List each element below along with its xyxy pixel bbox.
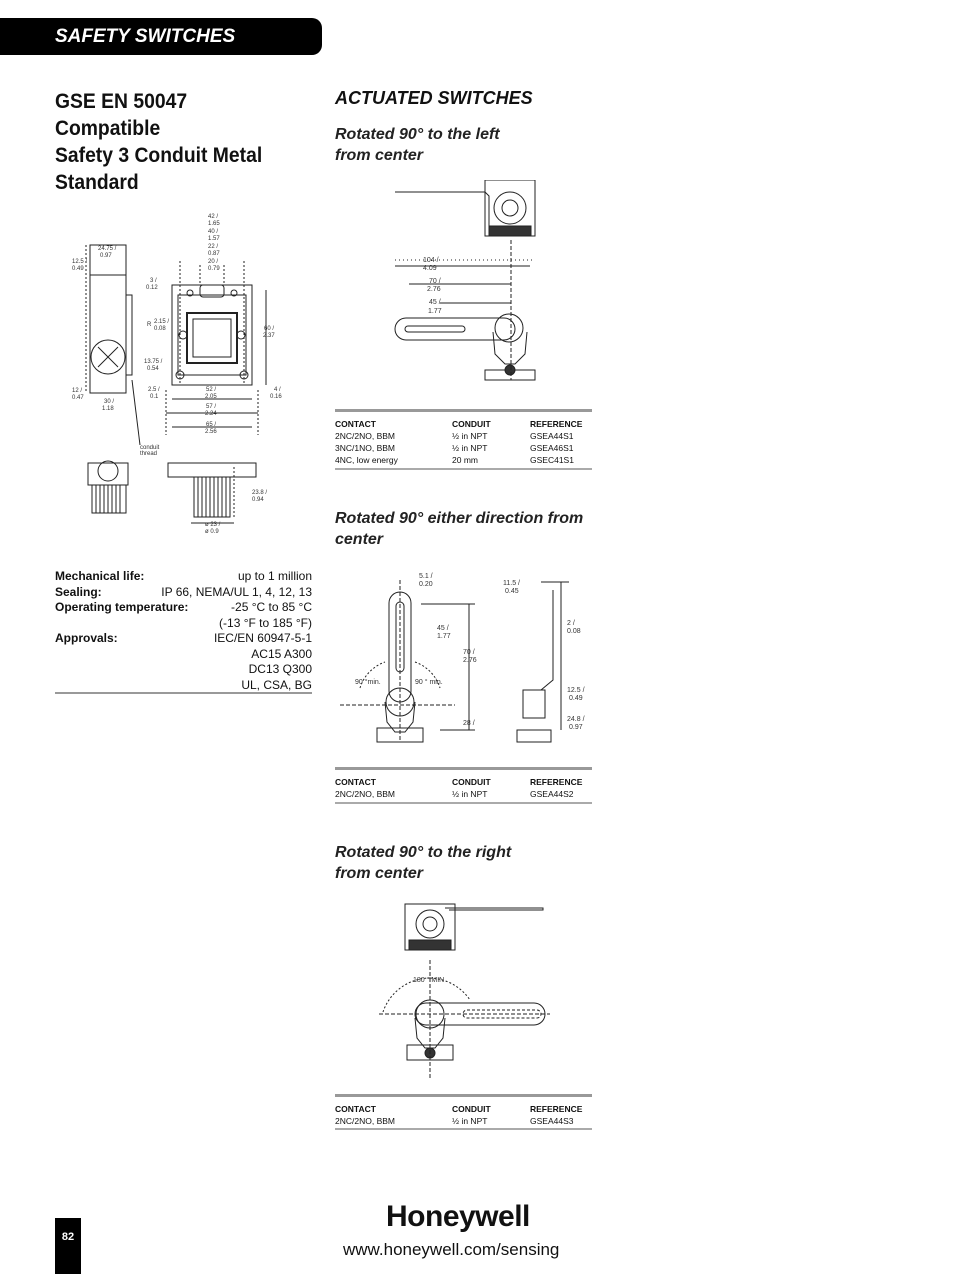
dim-label: 42 / [208, 214, 219, 220]
dim-label: 60 / [264, 326, 275, 332]
table-header: CONTACT [335, 419, 376, 429]
dim-label: 2.37 [263, 333, 275, 339]
divider [55, 692, 312, 694]
table-header: CONDUIT [452, 419, 491, 429]
dim-label: 0.87 [208, 251, 220, 257]
dim-label: 5.1 / [419, 573, 433, 580]
spec-value: up to 1 million [237, 569, 312, 583]
table-rule [335, 767, 592, 770]
rotated-left-title: Rotated 90° to the left from center [335, 126, 500, 164]
dim-label: conduit [140, 445, 160, 451]
dim-label: 0.49 [569, 695, 583, 702]
dim-label: 0.49 [72, 266, 84, 272]
table-header: REFERENCE [530, 777, 583, 787]
table-header-row [335, 418, 592, 430]
dim-label: 70 / [463, 649, 475, 656]
dim-label: 22 / [208, 244, 219, 250]
spec-value: DC13 Q300 [248, 662, 312, 676]
rotated-right-drawing [375, 900, 555, 1090]
dim-label: 12 / [72, 388, 83, 394]
dim-label: 2.76 [463, 657, 477, 664]
dim-label: 1.18 [102, 406, 114, 412]
rotated-left-table [335, 418, 592, 466]
dim-label: 90 ° min. [415, 679, 443, 686]
dim-label: 0.1 [150, 394, 159, 400]
dim-label: 57 / [206, 404, 217, 410]
rotated-right-table [335, 1103, 592, 1127]
dim-label: 45 / [429, 299, 441, 306]
spec-value: (-13 °F to 185 °F) [219, 615, 312, 630]
dim-label: 12.5 / [567, 687, 585, 694]
dim-label: 2.05 [205, 394, 217, 400]
actuated-switches-title: ACTUATED SWITCHES [335, 88, 533, 108]
dim-label: 24.8 / [567, 716, 585, 723]
dim-label: 52 / [206, 387, 217, 393]
rotated-either-title: Rotated 90° either direction from center [335, 510, 584, 548]
page-number: 82 [55, 1218, 81, 1274]
dim-label: R [147, 322, 152, 328]
dim-label: 2.56 [205, 429, 217, 435]
dim-label: 0.54 [147, 366, 159, 372]
spec-label: Operating temperature: [55, 600, 189, 614]
dim-label: 0.47 [72, 395, 84, 401]
page-title: GSE EN 50047 Compatible Safety 3 Conduit Metal Standard [55, 90, 263, 194]
table-cell: ½ in NPT [452, 1116, 488, 1126]
table-rule [335, 409, 592, 412]
dim-label: thread [140, 451, 158, 457]
spec-value: IP 66, NEMA/UL 1, 4, 12, 13 [161, 584, 312, 599]
dim-label: 20 / [208, 259, 219, 265]
dim-label: 0.79 [208, 266, 220, 272]
table-rule [335, 1128, 592, 1130]
dim-label: 70 / [429, 278, 441, 285]
dim-label: 24.75 / [98, 246, 117, 252]
dim-label: 13.75 / [144, 359, 163, 365]
table-cell: ½ in NPT [452, 443, 488, 453]
table-rule [335, 802, 592, 804]
dim-label: 180 ° MIN [413, 977, 445, 984]
table-header-row [335, 1103, 592, 1115]
table-row [335, 1115, 592, 1127]
table-row [335, 430, 592, 442]
dim-label: 104 / [423, 257, 439, 264]
table-row [335, 788, 592, 800]
table-cell: GSEA44S1 [530, 431, 574, 441]
table-cell: GSEC41S1 [530, 455, 574, 465]
website-url[interactable]: www.honeywell.com/sensing [343, 1240, 560, 1259]
dim-label: 11.5 / [503, 580, 520, 587]
table-cell: GSEA46S1 [530, 443, 574, 453]
table-rule [335, 1094, 592, 1097]
dim-label: 45 / [437, 625, 449, 632]
rotated-either-drawing [335, 570, 595, 745]
spec-label: Sealing: [55, 584, 102, 599]
specifications [55, 569, 312, 693]
table-header: CONDUIT [452, 777, 491, 787]
dim-label: 90 °min. [355, 679, 381, 686]
spec-label: Approvals: [55, 631, 118, 645]
dim-label: 1.57 [208, 236, 220, 242]
section-header-bar [0, 18, 322, 55]
dim-label: 4.09 [423, 265, 437, 272]
dim-label: 4 / [274, 387, 281, 393]
dim-label: 28 / [463, 720, 475, 727]
table-cell: ½ in NPT [452, 431, 488, 441]
dim-label: 0.97 [569, 724, 583, 731]
dim-label: 1.65 [208, 221, 220, 227]
table-row [335, 454, 592, 466]
dim-label: 0.08 [154, 326, 166, 332]
dim-label: 0.45 [505, 588, 519, 595]
table-cell: ½ in NPT [452, 789, 488, 799]
table-header: REFERENCE [530, 419, 583, 429]
table-cell: 20 mm [452, 455, 478, 465]
dim-label: ø 23 / [205, 522, 221, 528]
table-header: REFERENCE [530, 1104, 583, 1114]
honeywell-logo: Honeywell [386, 1200, 530, 1233]
table-cell: 2NC/2NO, BBM [335, 789, 395, 799]
table-cell: 2NC/2NO, BBM [335, 1116, 395, 1126]
table-rule [335, 468, 592, 470]
dim-label: 40 / [208, 229, 219, 235]
table-cell: 4NC, low energy [335, 455, 398, 465]
table-header-row [335, 776, 592, 788]
spec-label: Mechanical life: [55, 569, 145, 583]
spec-value: IEC/EN 60947-5-1 [213, 631, 312, 645]
dim-label: 0.16 [270, 394, 282, 400]
table-row [335, 442, 592, 454]
table-cell: GSEA44S2 [530, 789, 574, 799]
dim-label: 2 / [567, 620, 575, 627]
dim-label: 0.12 [146, 285, 158, 291]
dim-label: 30 / [104, 399, 115, 405]
table-header: CONTACT [335, 777, 376, 787]
dim-label: 2.24 [205, 411, 217, 417]
dim-label: 2.76 [427, 286, 441, 293]
table-cell: 3NC/1NO, BBM [335, 443, 395, 453]
rotated-either-table [335, 776, 592, 800]
dim-label: 65 / [206, 422, 217, 428]
spec-value: UL, CSA, BG [241, 677, 312, 692]
dim-label: 1.77 [428, 308, 442, 315]
main-dimension-drawing [60, 205, 320, 545]
dim-label: 0.94 [252, 497, 264, 503]
dim-label: 1.77 [437, 633, 451, 640]
section-header-label: SAFETY SWITCHES [55, 26, 236, 47]
table-header: CONDUIT [452, 1104, 491, 1114]
dim-label: 3 / [150, 278, 157, 284]
table-cell: GSEA44S3 [530, 1116, 574, 1126]
rotated-left-drawing [385, 180, 555, 390]
rotated-right-title: Rotated 90° to the right from center [335, 844, 512, 882]
dim-label: 0.20 [419, 581, 433, 588]
table-header: CONTACT [335, 1104, 376, 1114]
dim-label: 23.8 / [252, 490, 268, 496]
dim-label: 12.5 / [72, 259, 88, 265]
spec-value: AC15 A300 [251, 646, 312, 661]
spec-value: -25 °C to 85 °C [231, 600, 312, 614]
dim-label: 2.5 / [148, 387, 160, 393]
table-cell: 2NC/2NO, BBM [335, 431, 395, 441]
dim-label: 0.97 [100, 253, 112, 259]
dim-label: 0.08 [567, 628, 581, 635]
dim-label: ø 0.9 [205, 529, 219, 535]
dim-label: 2.15 / [154, 319, 170, 325]
